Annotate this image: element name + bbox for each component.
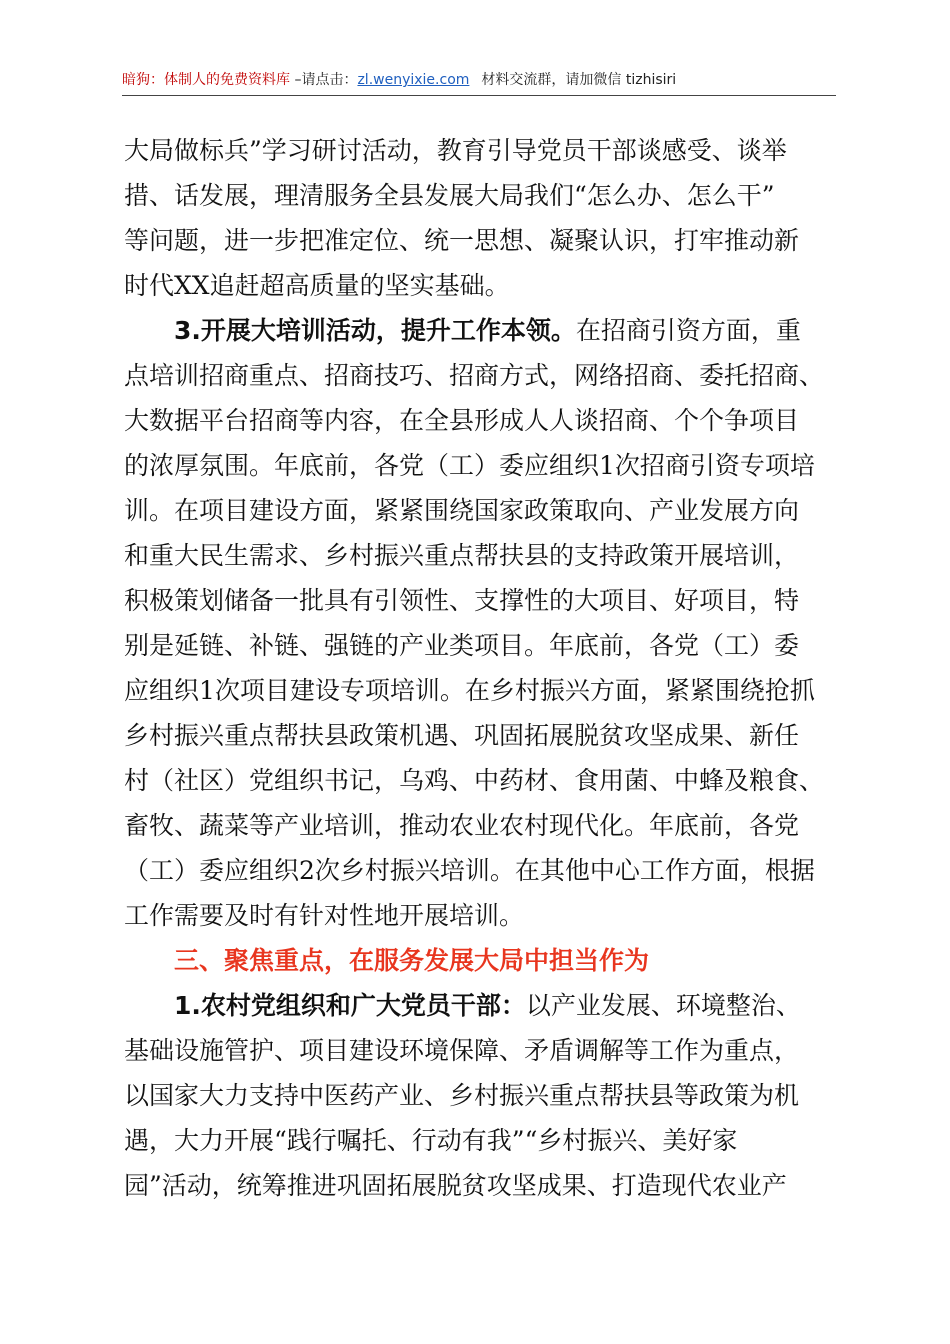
text-line: 点培训招商重点、招商技巧、招商方式，网络招商、委托招商、 [124, 361, 825, 390]
header-contact: 材料交流群，请加微信 tizhisiri [481, 72, 677, 88]
text-line: （工）委应组织2次乡村振兴培训。在其他中心工作方面，根据 [124, 856, 815, 885]
text-line: 别是延链、补链、强链的产业类项目。年底前，各党（工）委 [124, 631, 800, 660]
text-run: 在招商引资方面，重 [575, 316, 801, 345]
paragraph-1 [124, 128, 840, 308]
text-line: 村（社区）党组织书记，乌鸡、中药材、食用菌、中蜂及粮食、 [124, 766, 825, 795]
text-line: 以国家大力支持中医药产业、乡村振兴重点帮扶县等政策为机 [124, 1081, 800, 1110]
header-divider [122, 95, 836, 96]
page-header [122, 69, 837, 91]
paragraph-2 [124, 308, 840, 938]
text-line: 训。在项目建设方面，紧紧围绕国家政策取向、产业发展方向 [124, 496, 800, 525]
text-line: 措、话发展，理清服务全县发展大局我们“怎么办、怎么干” [124, 181, 775, 210]
paragraph-3 [124, 983, 840, 1208]
paragraph-lead: 1.农村党组织和广大党员干部： [174, 991, 526, 1020]
text-line: 畜牧、蔬菜等产业培训，推动农业农村现代化。年底前，各党 [124, 811, 800, 840]
header-brand: 暗狗：体制人的免费资料库 [122, 72, 290, 88]
section-heading [124, 938, 840, 983]
text-run: 以产业发展、环境整治、 [525, 991, 801, 1020]
text-line: 乡村振兴重点帮扶县政策机遇、巩固拓展脱贫攻坚成果、新任 [124, 721, 800, 750]
text-line: 等问题，进一步把准定位、统一思想、凝聚认识，打牢推动新 [124, 226, 800, 255]
text-line: 工作需要及时有针对性地开展培训。 [124, 901, 525, 930]
text-line: 大数据平台招商等内容，在全县形成人人谈招商、个个争项目 [124, 406, 800, 435]
text-line: 时代XX追赶超高质量的坚实基础。 [124, 271, 510, 300]
text-line [124, 983, 840, 1028]
text-line: 园”活动，统筹推进巩固拓展脱贫攻坚成果、打造现代农业产 [124, 1171, 787, 1200]
header-prompt: –请点击： [290, 72, 358, 88]
document-body [124, 128, 840, 1208]
text-line: 积极策划储备一批具有引领性、支撑性的大项目、好项目，特 [124, 586, 800, 615]
header-link[interactable]: zl.wenyixie.com [357, 72, 470, 88]
text-line: 的浓厚氛围。年底前，各党（工）委应组织1次招商引资专项培 [124, 451, 815, 480]
text-line: 大局做标兵”学习研讨活动，教育引导党员干部谈感受、谈举 [124, 136, 787, 165]
paragraph-lead: 3.开展大培训活动，提升工作本领。 [174, 316, 576, 345]
section-heading-text: 三、聚焦重点，在服务发展大局中担当作为 [174, 946, 650, 975]
text-line: 应组织1次项目建设专项培训。在乡村振兴方面，紧紧围绕抢抓 [124, 676, 815, 705]
text-line [124, 308, 840, 353]
text-line: 基础设施管护、项目建设环境保障、矛盾调解等工作为重点， [124, 1036, 800, 1065]
text-line: 遇，大力开展“践行嘱托、行动有我”“乡村振兴、美好家 [124, 1126, 738, 1155]
text-line: 和重大民生需求、乡村振兴重点帮扶县的支持政策开展培训， [124, 541, 800, 570]
